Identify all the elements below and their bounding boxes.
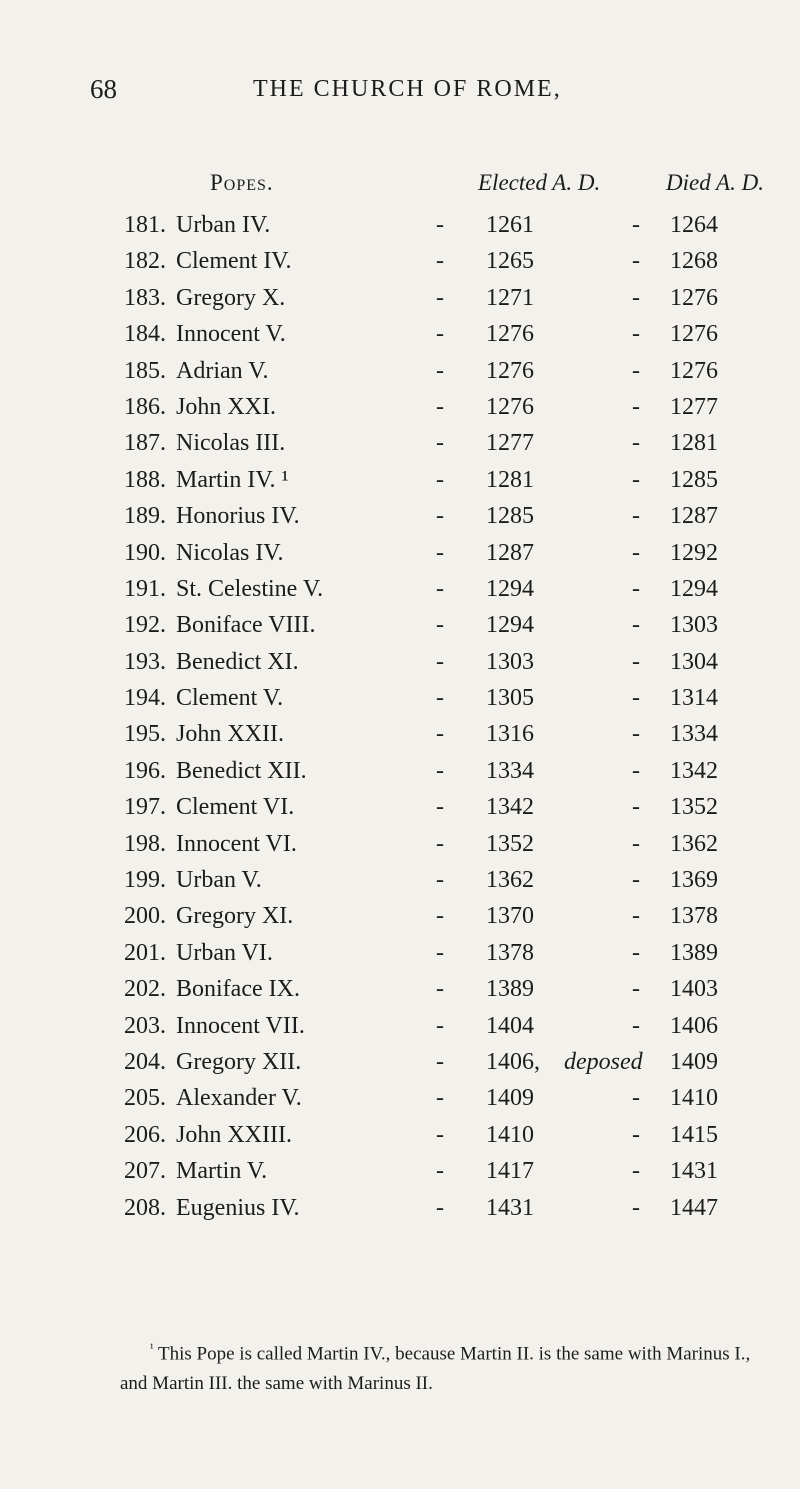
- died-year: 1276: [670, 357, 718, 384]
- separator-dash: -: [436, 794, 444, 821]
- pope-name: St. Celestine V.: [176, 575, 324, 602]
- deposed-note: deposed: [564, 1048, 643, 1075]
- separator-dash: -: [436, 539, 444, 566]
- pope-number: 206.: [124, 1121, 166, 1148]
- pope-number: 187.: [124, 430, 166, 457]
- popes-table: [0, 208, 800, 1227]
- died-year: 1285: [670, 466, 718, 493]
- elected-year: 1431: [486, 1194, 534, 1221]
- table-row: [0, 972, 800, 1008]
- table-row: [0, 1154, 800, 1190]
- pope-number: 188.: [124, 466, 166, 493]
- elected-year: 1404: [486, 1012, 534, 1039]
- died-year: 1378: [670, 903, 718, 930]
- footnote-marker: ¹: [150, 1341, 154, 1355]
- footnote: [120, 1333, 780, 1399]
- separator-dash: -: [436, 393, 444, 420]
- elected-year: 1294: [486, 612, 534, 639]
- died-year: 1304: [670, 648, 718, 675]
- separator-dash: -: [436, 1158, 444, 1185]
- pope-name: Honorius IV.: [176, 503, 300, 530]
- died-year: 1303: [670, 612, 718, 639]
- died-year: 1403: [670, 976, 718, 1003]
- separator-dash: -: [436, 648, 444, 675]
- died-column-header: [666, 170, 764, 196]
- separator-dash: -: [632, 830, 640, 857]
- separator-dash: -: [436, 685, 444, 712]
- pope-number: 183.: [124, 284, 166, 311]
- pope-name: Nicolas IV.: [176, 539, 284, 566]
- pope-name: Alexander V.: [176, 1085, 302, 1112]
- elected-year: 1352: [486, 830, 534, 857]
- pope-name: Urban IV.: [176, 212, 271, 238]
- pope-number: 207.: [124, 1158, 166, 1185]
- died-year: 1294: [670, 575, 718, 602]
- separator-dash: -: [632, 903, 640, 930]
- separator-dash: -: [632, 757, 640, 784]
- pope-name: Gregory XI.: [176, 903, 294, 930]
- pope-name: Eugenius IV.: [176, 1194, 300, 1221]
- pope-number: 189.: [124, 503, 166, 530]
- died-year: 1389: [670, 939, 718, 966]
- died-year: 1409: [670, 1048, 718, 1075]
- separator-dash: -: [436, 430, 444, 457]
- elected-year: 1378: [486, 939, 534, 966]
- pope-name: John XXI.: [176, 393, 276, 420]
- pope-number: 203.: [124, 1012, 166, 1039]
- pope-number: 192.: [124, 612, 166, 639]
- died-year: 1281: [670, 430, 718, 457]
- elected-year: 1417: [486, 1158, 534, 1185]
- died-year: 1410: [670, 1085, 718, 1112]
- pope-number: 184.: [124, 321, 166, 348]
- died-header-text: Died A. D.: [666, 170, 764, 195]
- died-year: 1406: [670, 1012, 718, 1039]
- pope-name: Nicolas III.: [176, 430, 286, 457]
- separator-dash: -: [436, 575, 444, 602]
- elected-year: 1316: [486, 721, 534, 748]
- table-row: [0, 1009, 800, 1045]
- died-year: 1277: [670, 393, 718, 420]
- table-row: [0, 317, 800, 353]
- separator-dash: -: [632, 794, 640, 821]
- pope-number: 193.: [124, 648, 166, 675]
- elected-year: 1285: [486, 503, 534, 530]
- table-row: [0, 899, 800, 935]
- table-row: [0, 1045, 800, 1081]
- separator-dash: -: [632, 284, 640, 311]
- pope-number: 194.: [124, 685, 166, 712]
- separator-dash: -: [632, 212, 640, 238]
- elected-year: 1370: [486, 903, 534, 930]
- running-head: [0, 74, 800, 114]
- separator-dash: -: [436, 757, 444, 784]
- separator-dash: -: [436, 867, 444, 894]
- pope-number: 208.: [124, 1194, 166, 1221]
- running-title: THE CHURCH OF ROME,: [253, 76, 562, 102]
- pope-number: 198.: [124, 830, 166, 857]
- table-row: [0, 426, 800, 462]
- pope-name: Clement V.: [176, 685, 284, 712]
- separator-dash: -: [436, 1048, 444, 1075]
- pope-number: 204.: [124, 1048, 166, 1075]
- pope-name: Clement IV.: [176, 248, 292, 275]
- separator-dash: -: [632, 466, 640, 493]
- pope-name: Boniface VIII.: [176, 612, 316, 639]
- table-row: [0, 645, 800, 681]
- table-row: [0, 717, 800, 753]
- separator-dash: -: [436, 357, 444, 384]
- elected-year: 1265: [486, 248, 534, 275]
- separator-dash: -: [632, 867, 640, 894]
- pope-number: 185.: [124, 357, 166, 384]
- pope-name: Boniface IX.: [176, 976, 300, 1003]
- table-row: [0, 536, 800, 572]
- died-year: 1276: [670, 284, 718, 311]
- separator-dash: -: [632, 357, 640, 384]
- separator-dash: -: [632, 1158, 640, 1185]
- pope-number: 205.: [124, 1085, 166, 1112]
- elected-year: 1410: [486, 1121, 534, 1148]
- pope-name: Clement VI.: [176, 794, 295, 821]
- separator-dash: -: [632, 430, 640, 457]
- pope-number: 190.: [124, 539, 166, 566]
- table-row: [0, 208, 800, 244]
- died-year: 1362: [670, 830, 718, 857]
- pope-number: 197.: [124, 794, 166, 821]
- pope-name: Urban VI.: [176, 939, 273, 966]
- pope-number: 202.: [124, 976, 166, 1003]
- separator-dash: -: [436, 903, 444, 930]
- separator-dash: -: [436, 466, 444, 493]
- died-year: 1292: [670, 539, 718, 566]
- separator-dash: -: [632, 248, 640, 275]
- pope-name: Innocent VII.: [176, 1012, 305, 1039]
- table-row: [0, 790, 800, 826]
- table-row: [0, 499, 800, 535]
- pope-number: 191.: [124, 575, 166, 602]
- elected-year: 1362: [486, 867, 534, 894]
- table-row: [0, 390, 800, 426]
- pope-number: 199.: [124, 867, 166, 894]
- table-row: [0, 863, 800, 899]
- elected-year: 1305: [486, 685, 534, 712]
- table-row: [0, 608, 800, 644]
- separator-dash: -: [436, 1194, 444, 1221]
- pope-name: Gregory XII.: [176, 1048, 302, 1075]
- separator-dash: -: [436, 830, 444, 857]
- pope-name: Innocent VI.: [176, 830, 297, 857]
- separator-dash: -: [632, 539, 640, 566]
- separator-dash: -: [436, 939, 444, 966]
- separator-dash: -: [436, 1121, 444, 1148]
- died-year: 1287: [670, 503, 718, 530]
- table-row: [0, 681, 800, 717]
- pope-name: Adrian V.: [176, 357, 269, 384]
- separator-dash: -: [436, 503, 444, 530]
- separator-dash: -: [436, 248, 444, 275]
- died-year: 1264: [670, 212, 718, 238]
- separator-dash: -: [436, 1085, 444, 1112]
- separator-dash: -: [632, 503, 640, 530]
- elected-year: 1276: [486, 357, 534, 384]
- separator-dash: -: [632, 685, 640, 712]
- pope-number: 195.: [124, 721, 166, 748]
- pope-number: 201.: [124, 939, 166, 966]
- separator-dash: -: [632, 575, 640, 602]
- elected-year: 1294: [486, 575, 534, 602]
- separator-dash: -: [632, 1194, 640, 1221]
- pope-number: 200.: [124, 903, 166, 930]
- separator-dash: -: [436, 976, 444, 1003]
- died-year: 1415: [670, 1121, 718, 1148]
- died-year: 1314: [670, 685, 718, 712]
- pope-name: Martin V.: [176, 1158, 268, 1185]
- pope-name: Innocent V.: [176, 321, 286, 348]
- pope-name: John XXIII.: [176, 1121, 292, 1148]
- died-year: 1369: [670, 867, 718, 894]
- separator-dash: -: [632, 1012, 640, 1039]
- separator-dash: -: [632, 721, 640, 748]
- page-number: 68: [90, 74, 117, 104]
- died-year: 1447: [670, 1194, 718, 1221]
- elected-year: 1276: [486, 321, 534, 348]
- separator-dash: -: [632, 939, 640, 966]
- elected-year: 1409: [486, 1085, 534, 1112]
- separator-dash: -: [436, 612, 444, 639]
- table-row: [0, 754, 800, 790]
- separator-dash: -: [632, 321, 640, 348]
- separator-dash: -: [632, 976, 640, 1003]
- elected-year: 1277: [486, 430, 534, 457]
- table-row: [0, 354, 800, 390]
- table-row: [0, 572, 800, 608]
- separator-dash: -: [632, 612, 640, 639]
- died-year: 1352: [670, 794, 718, 821]
- column-headers: [0, 170, 800, 200]
- died-year: 1342: [670, 757, 718, 784]
- elected-year: 1261: [486, 212, 534, 238]
- died-year: 1276: [670, 321, 718, 348]
- died-year: 1431: [670, 1158, 718, 1185]
- died-year: 1268: [670, 248, 718, 275]
- elected-year: 1303: [486, 648, 534, 675]
- elected-year: 1281: [486, 466, 534, 493]
- pope-name: Martin IV. ¹: [176, 466, 289, 493]
- pope-name: Benedict XII.: [176, 757, 307, 784]
- table-row: [0, 281, 800, 317]
- elected-year: 1334: [486, 757, 534, 784]
- table-row: [0, 463, 800, 499]
- table-row: [0, 1191, 800, 1227]
- table-row: [0, 936, 800, 972]
- pope-number: 181.: [124, 212, 166, 238]
- separator-dash: -: [436, 212, 444, 238]
- elected-year: 1406,: [486, 1048, 540, 1075]
- table-row: [0, 1081, 800, 1117]
- elected-year: 1287: [486, 539, 534, 566]
- separator-dash: -: [632, 1121, 640, 1148]
- pope-name: Benedict XI.: [176, 648, 299, 675]
- separator-dash: -: [436, 284, 444, 311]
- elected-column-header: [478, 170, 600, 196]
- pope-number: 182.: [124, 248, 166, 275]
- pope-name: Urban V.: [176, 867, 262, 894]
- elected-header-text: Elected A. D.: [478, 170, 601, 195]
- separator-dash: -: [436, 1012, 444, 1039]
- pope-name: John XXII.: [176, 721, 284, 748]
- footnote-text: This Pope is called Martin IV., because Martin II. is the same with Marinus I., and Martin III. the same with Marinus II.: [120, 1343, 751, 1395]
- table-row: [0, 244, 800, 280]
- separator-dash: -: [632, 393, 640, 420]
- elected-year: 1342: [486, 794, 534, 821]
- died-year: 1334: [670, 721, 718, 748]
- popes-column-header: Popes.: [210, 170, 274, 195]
- pope-number: 196.: [124, 757, 166, 784]
- elected-year: 1389: [486, 976, 534, 1003]
- elected-year: 1271: [486, 284, 534, 311]
- elected-year: 1276: [486, 393, 534, 420]
- pope-name: Gregory X.: [176, 284, 286, 311]
- separator-dash: -: [436, 721, 444, 748]
- pope-number: 186.: [124, 393, 166, 420]
- separator-dash: -: [436, 321, 444, 348]
- separator-dash: -: [632, 648, 640, 675]
- separator-dash: -: [632, 1085, 640, 1112]
- table-row: [0, 1118, 800, 1154]
- table-row: [0, 827, 800, 863]
